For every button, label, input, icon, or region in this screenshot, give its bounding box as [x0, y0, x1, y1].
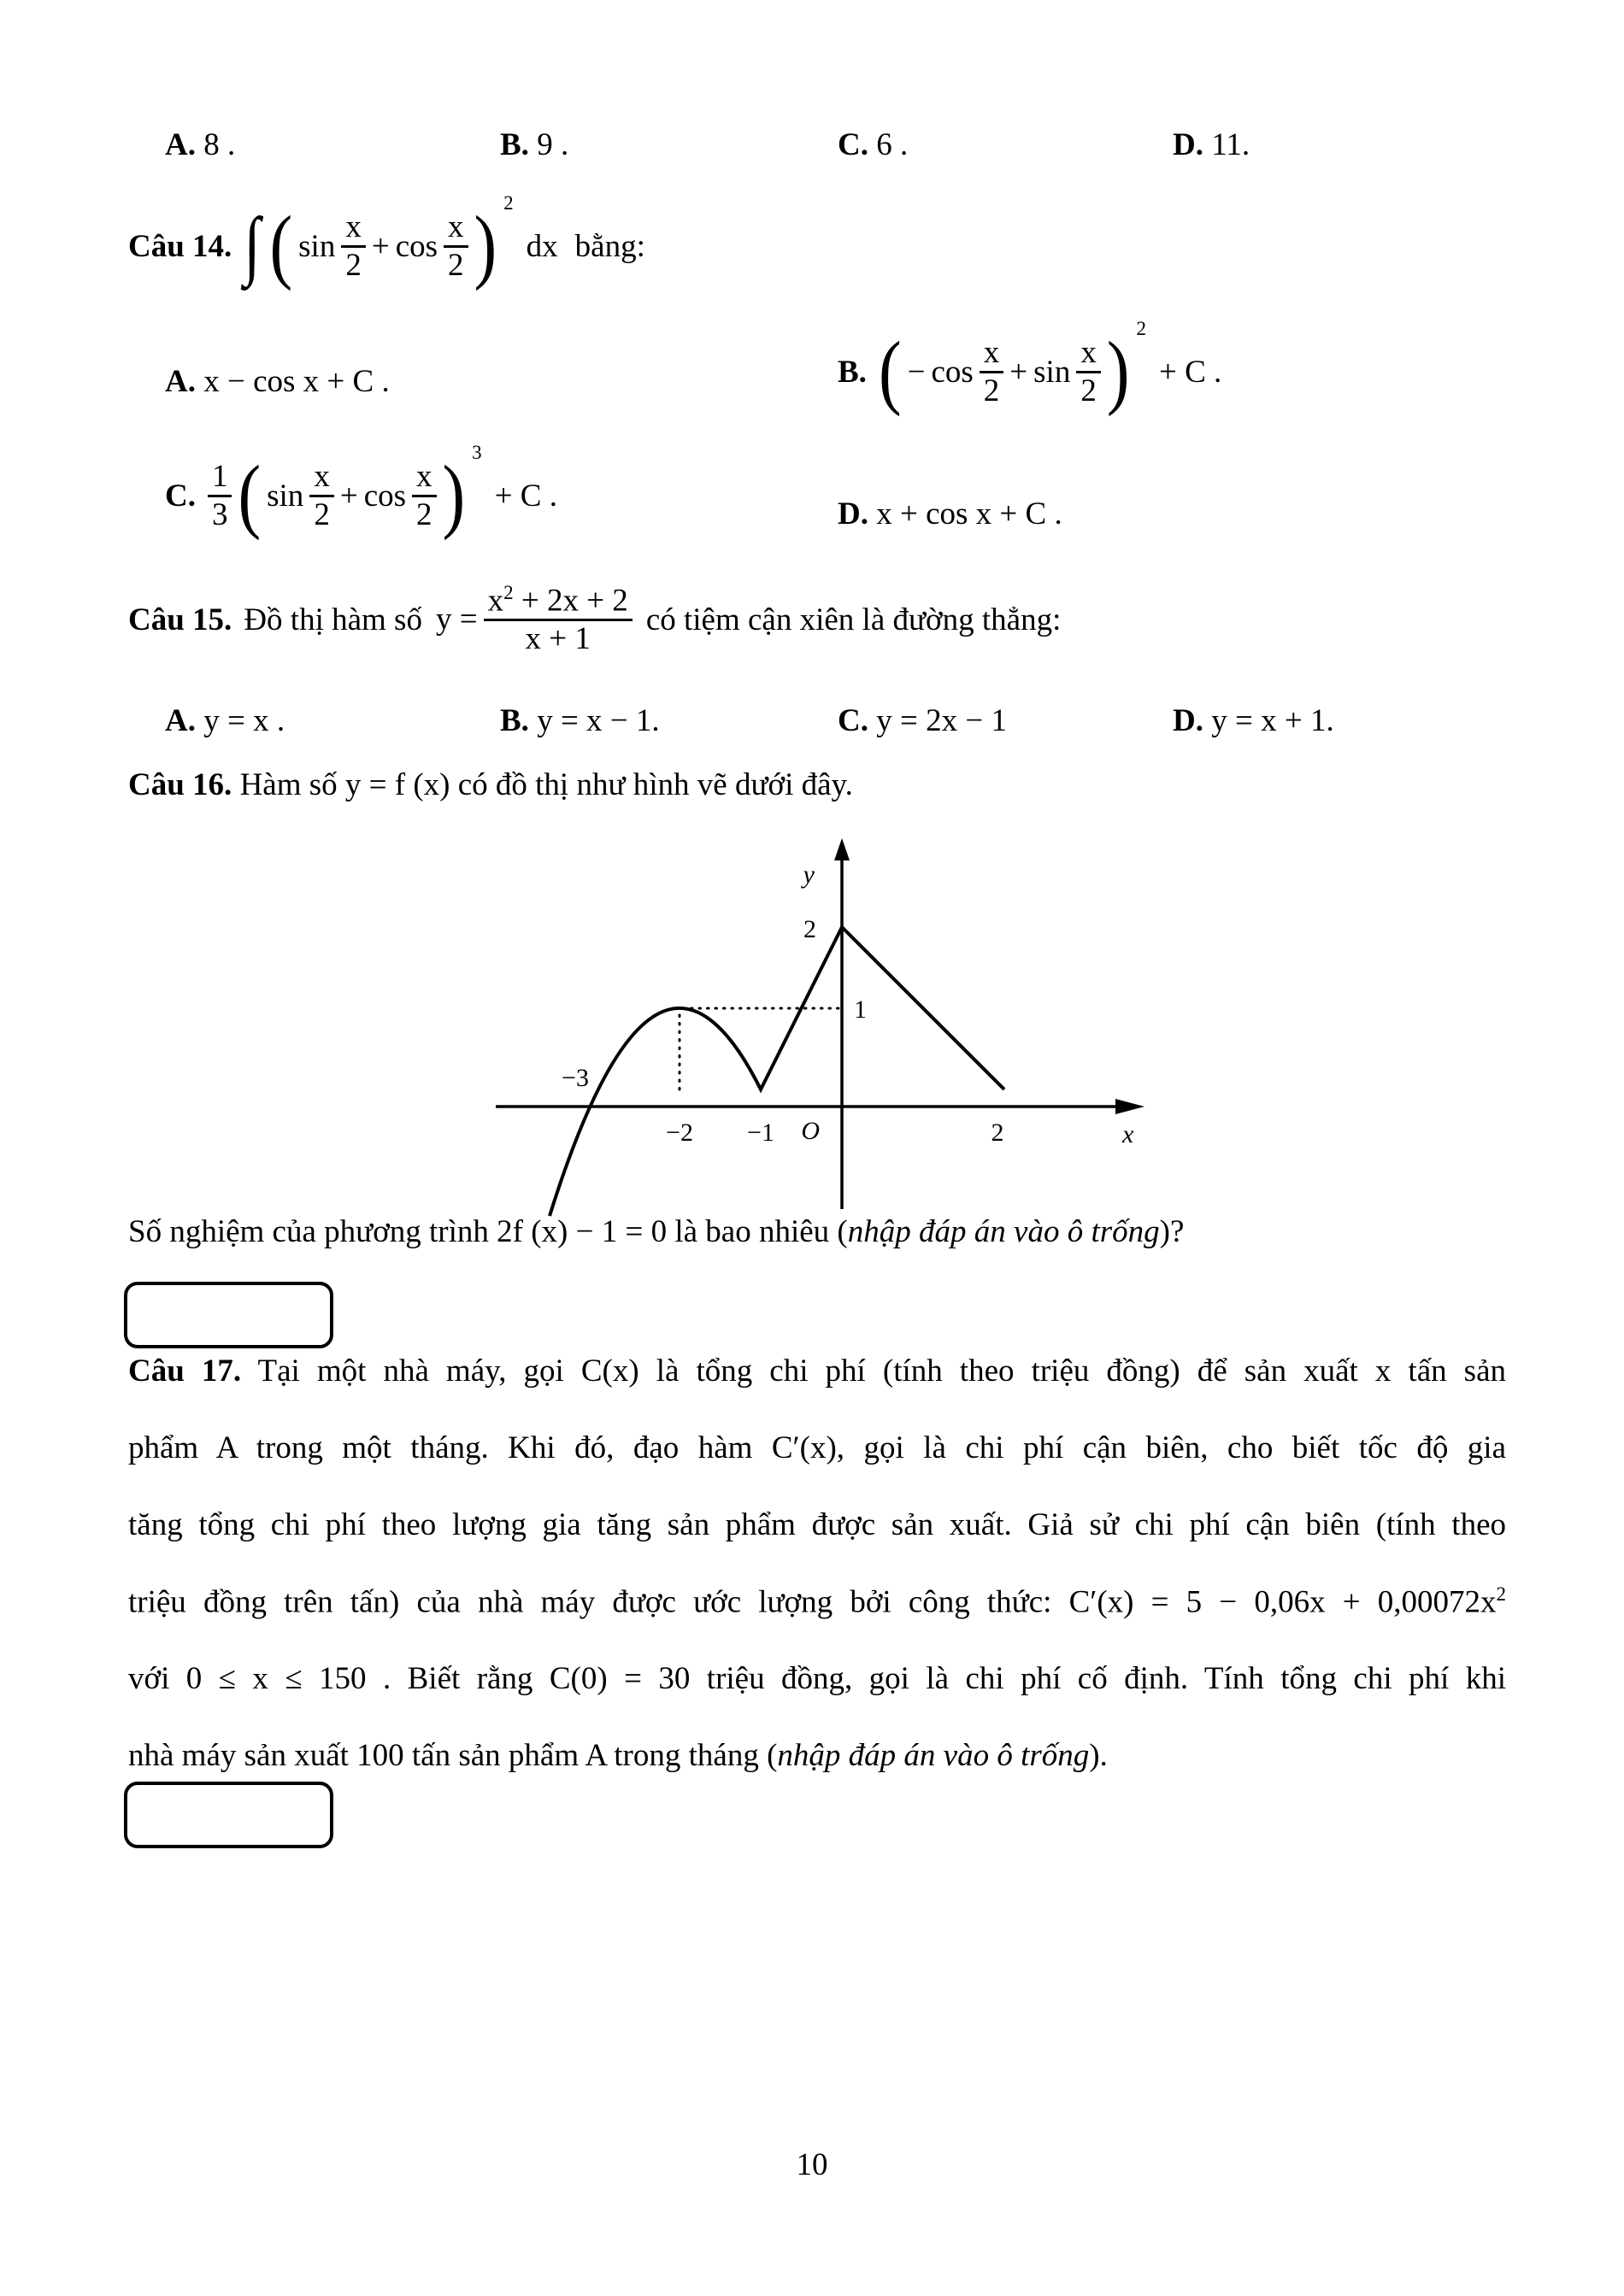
y-equals: y = [435, 602, 478, 637]
question-15-pre: Đồ thị hàm số [244, 602, 422, 637]
dx-token: dx [526, 228, 558, 264]
equation-2fx: 2f (x) − 1 = 0 [497, 1214, 675, 1249]
fraction-x-over-2: $\frac{x}{2}$ [341, 209, 366, 283]
option-d-text: x + cos x + C . [876, 496, 1062, 531]
question-15-stem [128, 564, 1061, 675]
question-14-label: Câu 14. [128, 228, 232, 264]
sin-token: sin [1033, 354, 1071, 390]
fraction-x-over-2: $\frac{x}{2}$ [412, 459, 437, 532]
answer-input-box-q16[interactable] [124, 1282, 333, 1348]
fraction-x-over-2: $\frac{x}{2}$ [980, 335, 1004, 408]
option-c-label: C. [838, 703, 868, 738]
line-text: nhà máy sản xuất 100 tấn sản phẩm A trong tháng ( [128, 1738, 778, 1773]
q14-option-b [838, 308, 1221, 436]
option-c-text: 6 . [876, 127, 909, 162]
plus-sign: + [1009, 354, 1028, 390]
option-b [500, 702, 660, 739]
question-pre: Số nghiệm của phương trình [128, 1214, 497, 1249]
denominator: x + 1 [525, 621, 591, 657]
question-15-post: có tiệm cận xiên là đường thẳng: [645, 602, 1062, 637]
option-b [500, 126, 568, 163]
y-tick-1: 1 [854, 995, 867, 1024]
close-paren: ) [1106, 326, 1130, 418]
question-14-tail: bằng: [574, 228, 645, 264]
fraction-one-third: $\frac{1}{3}$ [208, 459, 232, 532]
question-14-formula [244, 192, 558, 292]
option-d [1173, 126, 1250, 163]
option-b-label: B. [500, 703, 529, 738]
option-c [838, 126, 908, 163]
plus-sign: + [371, 228, 390, 264]
sin-token: sin [267, 478, 304, 514]
close-paren: ) [474, 200, 497, 292]
rational-fraction [484, 582, 633, 656]
option-b-text: 9 . [537, 127, 569, 162]
option-a-label: A. [165, 364, 196, 399]
function-graph-figure [474, 833, 1158, 1235]
exponent: 2 [1136, 318, 1146, 339]
line-text: tăng tổng chi phí theo lượng gia tăng sản phẩm được sản xuất. Giả sử chi phí cận biên (tính theo [128, 1507, 1506, 1542]
question-15-formula [436, 582, 633, 656]
answer-input-box-q17[interactable] [124, 1782, 333, 1848]
option-c [838, 702, 1007, 739]
page-number: 10 [796, 2147, 828, 2182]
line-text: Tại một nhà máy, gọi C(x) là tổng chi phí (tính theo triệu đồng) để sản xuất x tấn sản [257, 1354, 1506, 1389]
option-b-label: B. [500, 127, 529, 162]
option-a [165, 126, 235, 163]
question-16-label: Câu 16. [128, 767, 232, 802]
question-17-line-6 [128, 1737, 1506, 1774]
option-a-text: y = x . [203, 703, 285, 738]
fraction-x-over-2: $\frac{x}{2}$ [309, 459, 334, 532]
cos-token: cos [363, 478, 407, 514]
exponent: 2 [1496, 1583, 1506, 1605]
question-17-line-5 [128, 1660, 1506, 1697]
question-15-label: Câu 15. [128, 602, 232, 637]
cos-token: cos [931, 354, 974, 390]
question-16-text: Hàm số y = f (x) có đồ thị như hình vẽ dưới đây. [239, 767, 853, 802]
option-d-text: y = x + 1. [1211, 703, 1334, 738]
option-a-label: A. [165, 127, 196, 162]
question-end: )? [1159, 1214, 1185, 1249]
option-d-text: 11. [1211, 127, 1250, 162]
question-17-line-1 [128, 1353, 1506, 1389]
question-italic-note: nhập đáp án vào ô trống [777, 1738, 1090, 1773]
x-tick-minus-3: −3 [562, 1064, 589, 1092]
x-axis-arrow [1115, 1099, 1144, 1114]
function-curve [550, 927, 1004, 1216]
open-paren: ( [878, 326, 902, 418]
option-b-formula [878, 318, 1222, 418]
option-c-label: C. [165, 478, 196, 514]
x-tick-2: 2 [991, 1119, 1004, 1147]
exponent: 3 [472, 442, 482, 463]
open-paren: ( [238, 449, 262, 542]
integral-sign: ∫ [244, 203, 261, 288]
question-16-question [128, 1213, 1184, 1250]
open-paren: ( [269, 200, 293, 292]
fraction-x-over-2: $\frac{x}{2}$ [444, 209, 468, 283]
y-tick-2: 2 [803, 915, 816, 943]
option-a-text: x − cos x + C . [203, 364, 390, 399]
line-end: ). [1089, 1738, 1108, 1773]
question-17-line-3 [128, 1506, 1506, 1543]
numerator: $x^2 + 2x + 2$ [484, 582, 633, 621]
question-16-stem [128, 766, 853, 803]
sin-token: sin [298, 228, 336, 264]
plus-sign: + [339, 478, 358, 514]
question-mid: là bao nhiêu ( [674, 1214, 848, 1249]
option-d [1173, 702, 1334, 739]
graph-svg [474, 833, 1158, 1235]
q14-option-d [838, 496, 1062, 532]
q14-option-c [165, 432, 557, 560]
option-a [165, 702, 285, 739]
origin-label: O [801, 1117, 820, 1145]
x-tick-minus-1: −1 [747, 1119, 774, 1147]
question-italic-note: nhập đáp án vào ô trống [847, 1214, 1160, 1249]
y-axis-arrow [834, 838, 850, 860]
option-d-label: D. [1173, 127, 1203, 162]
question-17-line-2 [128, 1430, 1506, 1466]
x-tick-minus-2: −2 [666, 1119, 693, 1147]
option-c-label: C. [838, 127, 868, 162]
cos-token: cos [395, 228, 438, 264]
plus-c-tail: + C . [1158, 354, 1222, 390]
q14-option-a [165, 363, 390, 400]
option-a-label: A. [165, 703, 196, 738]
option-d-label: D. [1173, 703, 1203, 738]
question-17-line-4 [128, 1583, 1506, 1620]
plus-c-tail: + C . [494, 478, 557, 514]
line-text: phẩm A trong một tháng. Khi đó, đạo hàm C′(x), gọi là chi phí cận biên, cho biết tốc độ gia [128, 1430, 1506, 1465]
option-b-text: y = x − 1. [537, 703, 660, 738]
line-text: triệu đồng trên tấn) của nhà máy được ước lượng bởi công thức: C′(x) = 5 − 0,06x + 0,00072x [128, 1584, 1497, 1620]
exponent: 2 [503, 582, 514, 604]
option-c-formula [208, 442, 557, 542]
exponent: 2 [503, 192, 514, 214]
question-17-label: Câu 17. [128, 1354, 242, 1389]
line-text: với 0 ≤ x ≤ 150 . Biết rằng C(0) = 30 triệu đồng, gọi là chi phí cố định. Tính tổng chi phí khi [128, 1661, 1506, 1696]
minus-sign: − [907, 354, 926, 390]
option-c-text: y = 2x − 1 [876, 703, 1007, 738]
option-a-text: 8 . [203, 127, 236, 162]
option-b-label: B. [838, 354, 867, 390]
x-axis-label: x [1122, 1120, 1134, 1148]
fraction-x-over-2: $\frac{x}{2}$ [1076, 335, 1101, 408]
option-d-label: D. [838, 496, 868, 531]
y-axis-label: y [803, 860, 815, 889]
question-14-stem [128, 186, 645, 306]
close-paren: ) [442, 449, 466, 542]
